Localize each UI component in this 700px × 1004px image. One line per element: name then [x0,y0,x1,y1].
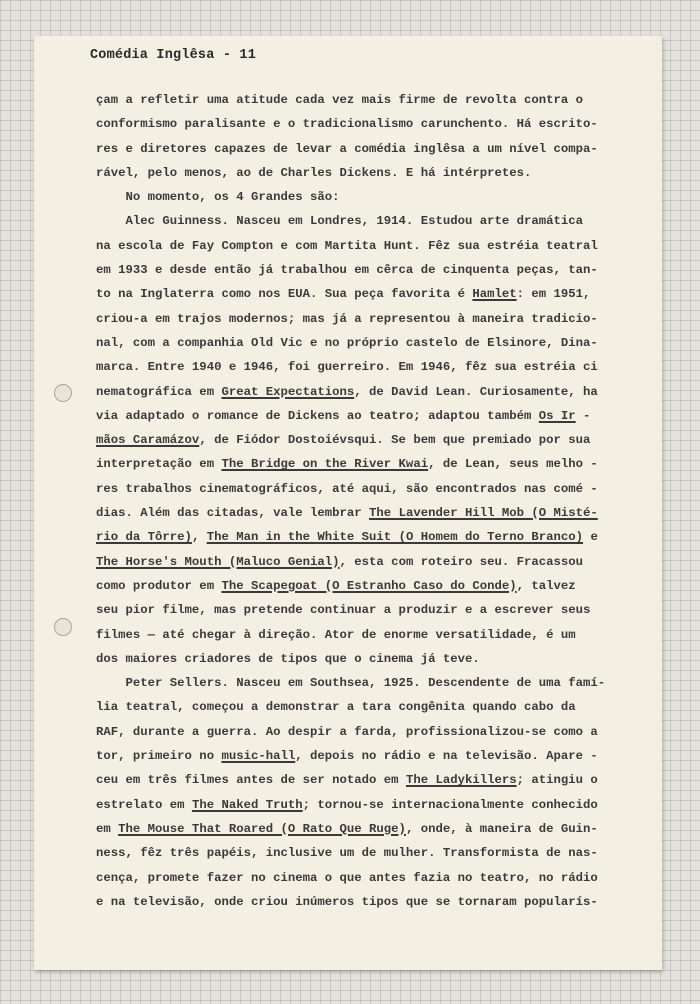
text-line: Peter Sellers. Nasceu em Southsea, 1925. Descendente de uma famí- [96,676,606,691]
text-line: cença, promete fazer no cinema o que antes fazia no teatro, no rádio [96,870,598,885]
text-line: mãos Caramázov, de Fiódor Dostoiévsqui. Se bem que premiado por sua [96,433,591,448]
text-line: em The Mouse That Roared (O Rato Que Ruge), onde, à maneira de Guin- [96,821,598,836]
text-line: seu pior filme, mas pretende continuar a produzir e a escrever seus [96,603,591,618]
text-line: como produtor em The Scapegoat (O Estranho Caso do Conde), talvez [96,578,576,593]
typed-page [34,36,662,970]
typed-body [96,88,636,914]
text-line: Alec Guinness. Nasceu em Londres, 1914. Estudou arte dramática [96,214,584,229]
text-line: na escola de Fay Compton e com Martita Hunt. Fêz sua estréia teatral [96,238,598,253]
text-line: em 1933 e desde então já trabalhou em cêrca de cinquenta peças, tan- [96,263,598,278]
text-line: dias. Além das citadas, vale lembrar The Lavender Hill Mob (O Misté- [96,506,598,521]
text-line: via adaptado o romance de Dickens ao teatro; adaptou também Os Ir - [96,408,591,423]
text-line: The Horse's Mouth (Maluco Genial), esta com roteiro seu. Fracassou [96,554,584,569]
text-line: to na Inglaterra como nos EUA. Sua peça favorita é Hamlet: em 1951, [96,287,591,302]
text-line: marca. Entre 1940 e 1946, foi guerreiro. Em 1946, fêz sua estréia ci [96,360,598,375]
text-line: lia teatral, começou a demonstrar a tara congênita quando cabo da [96,700,576,715]
punch-hole [54,618,72,636]
text-line: No momento, os 4 Grandes são: [96,190,340,205]
text-line: ceu em três filmes antes de ser notado em The Ladykillers; atingiu o [96,773,598,788]
page-header: Comédia Inglêsa - 11 [90,48,257,63]
text-line: ness, fêz três papéis, inclusive um de mulher. Transformista de nas- [96,846,598,861]
text-line: rio da Tôrre), The Man in the White Suit (O Homem do Terno Branco) e [96,530,598,545]
text-line: e na televisão, onde criou inúmeros tipos que se tornaram popularís- [96,894,598,909]
text-line: dos maiores criadores de tipos que o cinema já teve. [96,651,480,666]
text-line: res trabalhos cinematográficos, até aqui, são encontrados nas comé - [96,481,598,496]
text-line: res e diretores capazes de levar a comédia inglêsa a um nível compa- [96,141,598,156]
text-line: RAF, durante a guerra. Ao despir a farda, profissionalizou-se como a [96,724,598,739]
text-line: criou-a em trajos modernos; mas já a representou à maneira tradicio- [96,311,598,326]
text-line: interpretação em The Bridge on the River Kwai, de Lean, seus melho - [96,457,598,472]
text-line: estrelato em The Naked Truth; tornou-se internacionalmente conhecido [96,797,598,812]
text-line: tor, primeiro no music-hall, depois no rádio e na televisão. Apare - [96,749,598,764]
punch-hole [54,384,72,402]
text-line: rável, pelo menos, ao de Charles Dickens. E há intérpretes. [96,165,532,180]
text-line: filmes — até chegar à direção. Ator de enorme versatilidade, é um [96,627,576,642]
text-line: nematográfica em Great Expectations, de David Lean. Curiosamente, ha [96,384,598,399]
text-line: çam a refletir uma atitude cada vez mais firme de revolta contra o [96,93,584,107]
text-line: conformismo paralisante e o tradicionalismo carunchento. Há escrito- [96,117,598,132]
text-line: nal, com a companhia Old Vic e no próprio castelo de Elsinore, Dina- [96,335,598,350]
